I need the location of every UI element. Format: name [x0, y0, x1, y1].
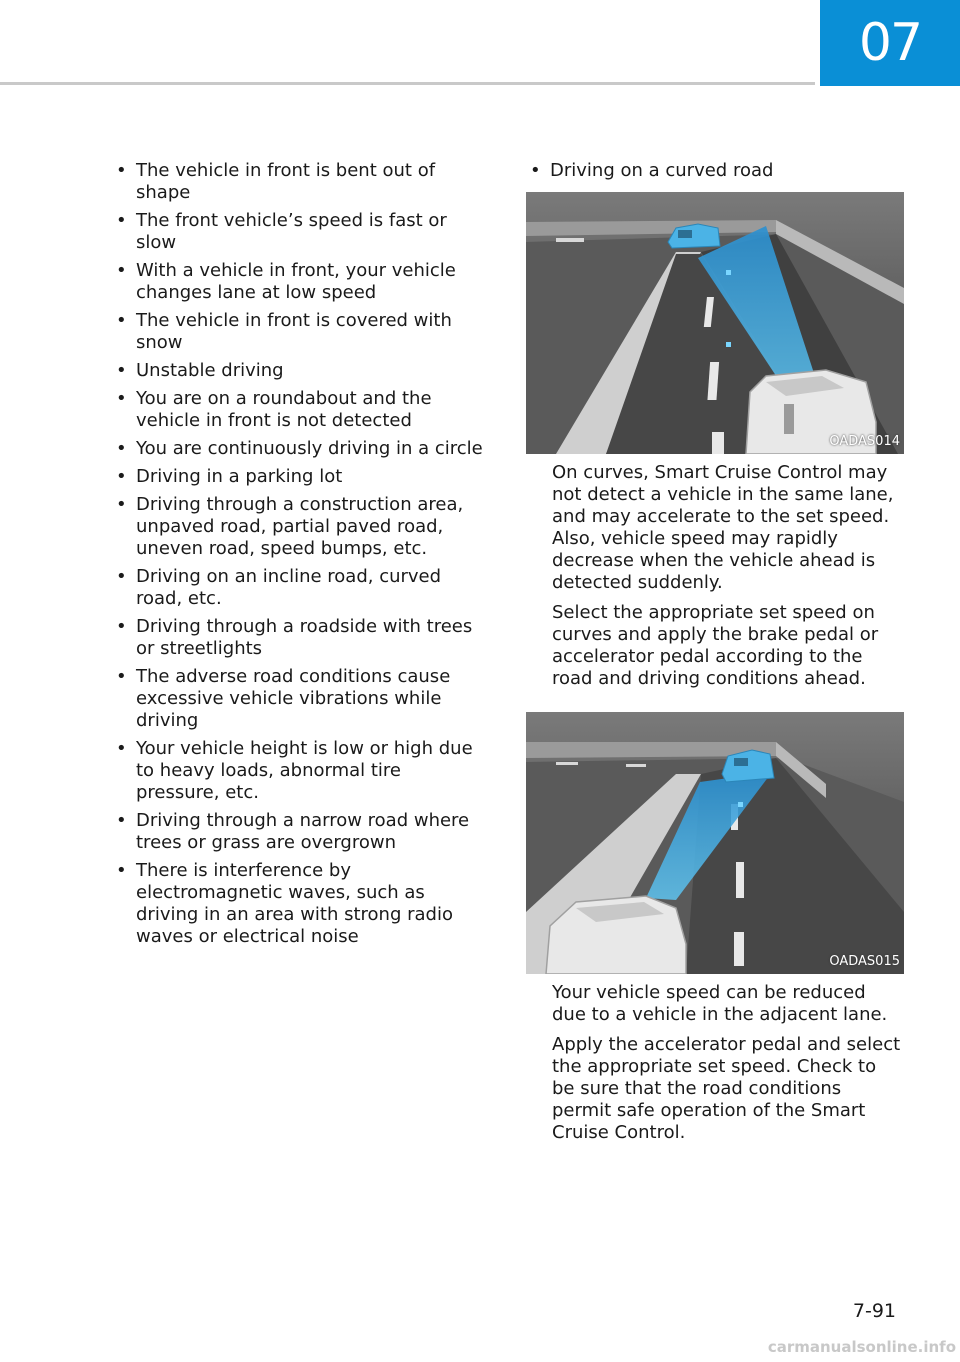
adjacent-lane-radar-illustration-icon: [526, 712, 904, 974]
list-item: • Driving on an incline road, curved road, etc.: [112, 566, 490, 610]
curved-road-paragraph: Select the appropriate set speed on curves and apply the brake pedal or accelerator pedal according to the road and driving conditions ahead.: [552, 602, 879, 689]
list-item: • The vehicle in front is covered with snow: [112, 310, 490, 354]
figure-code: OADAS015: [829, 954, 900, 969]
list-item: • There is interference by electromagnetic waves, such as driving in an area with strong radio waves or electrical noise: [112, 860, 490, 948]
watermark: carmanualsonline.info: [767, 1338, 956, 1356]
list-item: • Driving in a parking lot: [112, 466, 490, 488]
list-item: • Driving on a curved road: [526, 160, 904, 182]
list-item: • Your vehicle height is low or high due to heavy loads, abnormal tire pressure, etc.: [112, 738, 490, 804]
header-rule: [0, 82, 815, 85]
list-item: • The adverse road conditions cause excessive vehicle vibrations while driving: [112, 666, 490, 732]
chapter-tab: 07: [820, 0, 960, 86]
adjacent-lane-figure: [526, 712, 904, 974]
condition-list: [112, 160, 490, 948]
list-item: • The vehicle in front is bent out of shape: [112, 160, 490, 204]
figure-code: OADAS014: [829, 434, 900, 449]
adjacent-lane-paragraph: Your vehicle speed can be reduced due to a vehicle in the adjacent lane.: [552, 982, 888, 1025]
list-item: • Unstable driving: [112, 360, 490, 382]
left-column: [112, 160, 490, 954]
list-item: • You are continuously driving in a circle: [112, 438, 490, 460]
curved-road-list: [526, 160, 904, 182]
curved-road-paragraph: On curves, Smart Cruise Control may not detect a vehicle in the same lane, and may accelerate to the set speed. Also, vehicle speed may rapidly decrease when the vehicle ahead is detected suddenly.: [552, 462, 894, 593]
curved-road-radar-illustration-icon: [526, 192, 904, 454]
list-item: • Driving through a narrow road where trees or grass are overgrown: [112, 810, 490, 854]
right-column: [526, 160, 904, 1152]
adjacent-lane-paragraph: Apply the accelerator pedal and select the appropriate set speed. Check to be sure that the road conditions permit safe operation of the Smart Cruise Control.: [552, 1034, 901, 1143]
list-item: • With a vehicle in front, your vehicle changes lane at low speed: [112, 260, 490, 304]
curved-road-figure: [526, 192, 904, 454]
page-number: 7-91: [852, 1300, 896, 1322]
list-item: • Driving through a construction area, unpaved road, partial paved road, uneven road, speed bumps, etc.: [112, 494, 490, 560]
list-item: • Driving through a roadside with trees or streetlights: [112, 616, 490, 660]
list-item: • You are on a roundabout and the vehicle in front is not detected: [112, 388, 490, 432]
list-item: • The front vehicle’s speed is fast or slow: [112, 210, 490, 254]
